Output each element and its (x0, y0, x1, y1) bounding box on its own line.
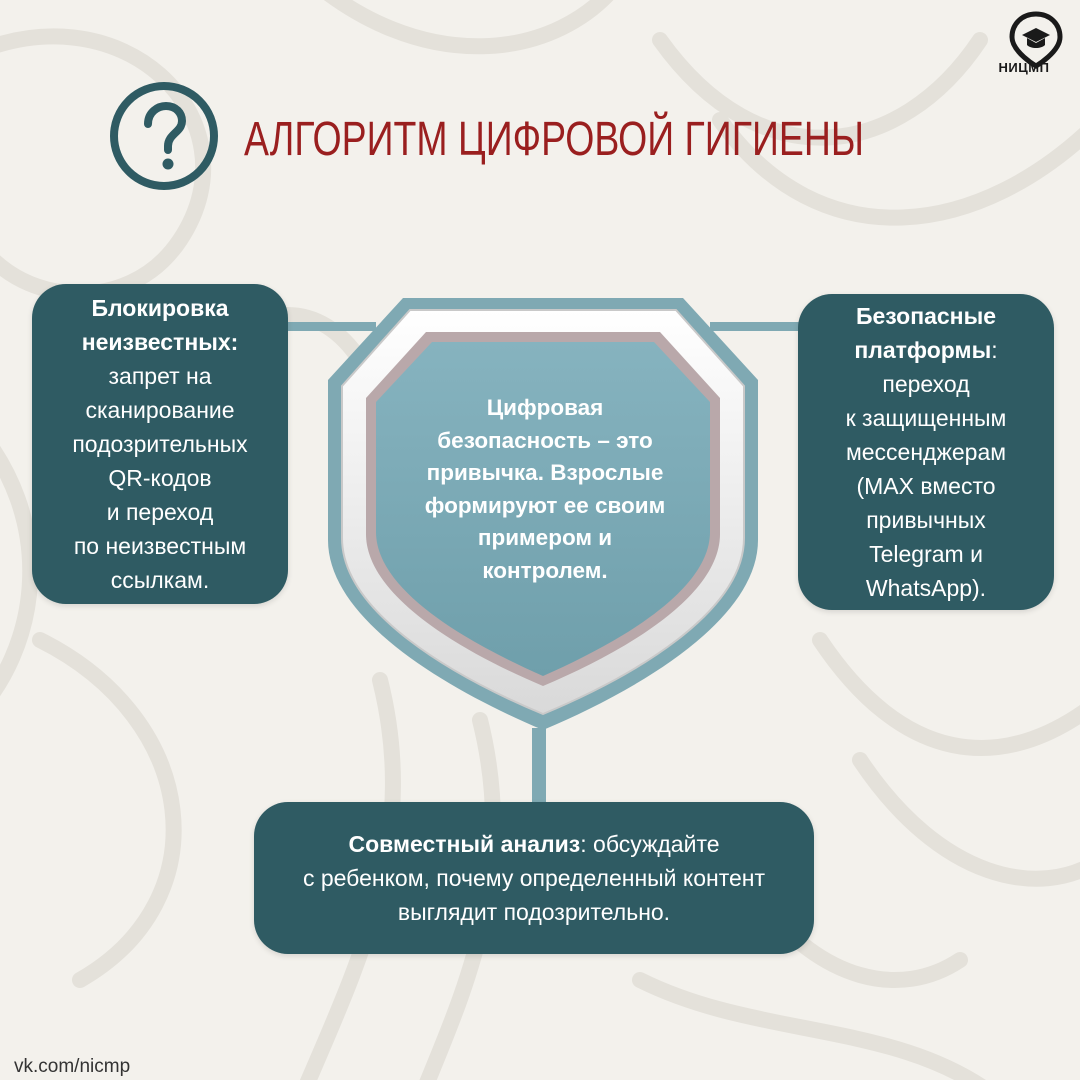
logo-text: НИЦМП (998, 60, 1050, 75)
card-left-line: ссылкам. (110, 567, 210, 593)
page-title: АЛГОРИТМ ЦИФРОВОЙ ГИГИЕНЫ (244, 113, 865, 166)
card-bottom-first-rest: : обсуждайте (580, 831, 720, 857)
shield-text-line: формируют ее своим (424, 492, 666, 518)
card-right-heading-bold: платформы (854, 337, 992, 363)
card-safe-platforms (798, 294, 1054, 610)
shield-text-line: безопасность – это (437, 427, 653, 453)
shield-text-line: контролем. (482, 557, 608, 583)
shield-text (395, 392, 695, 587)
shield-text-line: примером и (477, 525, 613, 550)
card-left-line: QR-кодов (108, 465, 212, 491)
card-right-line: переход (882, 371, 970, 397)
card-left-line: и переход (106, 499, 214, 525)
card-joint-analysis (254, 802, 814, 954)
card-bottom-line: выглядит подозрительно. (397, 899, 671, 925)
card-right-line: привычных (866, 507, 986, 533)
card-right-heading-line (798, 333, 1054, 367)
card-right-line: (MAX вместо (856, 473, 996, 499)
card-bottom-first-line (254, 827, 814, 861)
card-left-line: по неизвестным (73, 533, 247, 559)
card-bottom-heading: Совместный анализ (348, 831, 581, 857)
footer-link[interactable]: vk.com/nicmp (14, 1056, 131, 1077)
card-right-line: Telegram и (869, 541, 983, 567)
card-left-heading: неизвестных: (81, 329, 239, 355)
card-left-line: сканирование (85, 397, 235, 423)
card-right-heading-rest: : (991, 337, 998, 363)
card-right-line: к защищенным (845, 405, 1007, 431)
card-right-line: мессенджерам (845, 439, 1007, 465)
card-left-heading: Блокировка (91, 295, 229, 321)
card-right-line: WhatsApp). (865, 575, 987, 601)
card-right-heading: Безопасные (855, 303, 997, 329)
card-block-unknown (32, 284, 288, 604)
question-circle-icon (108, 80, 220, 192)
shield-text-line: Цифровая (486, 395, 604, 420)
shield-text-line: привычка. Взрослые (426, 460, 664, 485)
card-left-line: подозрительных (72, 431, 248, 457)
card-left-line: запрет на (108, 363, 212, 389)
card-bottom-line: с ребенком, почему определенный контент (302, 865, 766, 891)
